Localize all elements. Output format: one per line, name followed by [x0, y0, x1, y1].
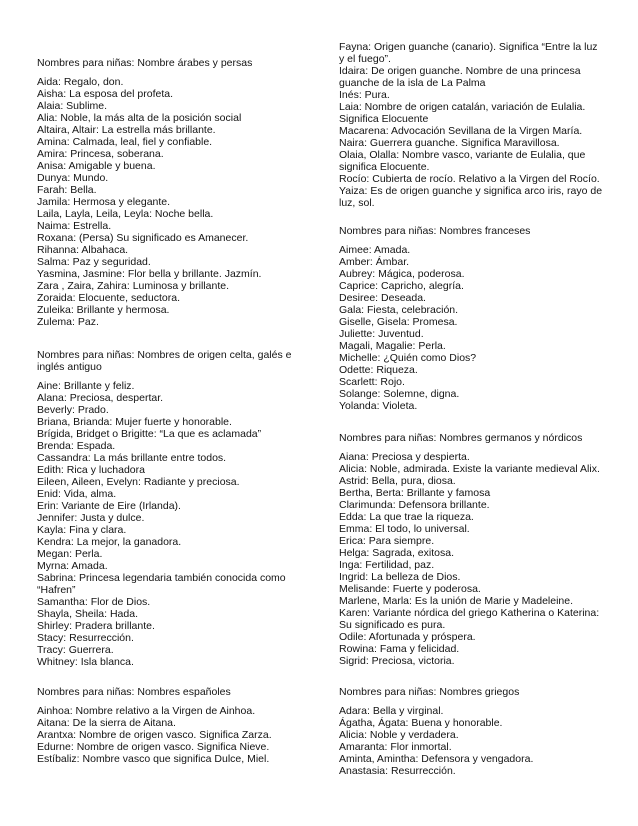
name-entry: Aitana: De la sierra de Aitana. [37, 717, 176, 729]
name-entry-line: luz, sol. [339, 197, 375, 209]
name-entry: Adara: Bella y virginal. [339, 705, 444, 717]
name-entry: Clarimunda: Defensora brillante. [339, 499, 490, 511]
name-entry: Rocío: Cubierta de rocío. Relativo a la Virgen del Rocío. [339, 173, 600, 185]
name-entry: Laila, Layla, Leila, Leyla: Noche bella. [37, 208, 214, 220]
name-entry: Naira: Guerrera guanche. Significa Maravillosa. [339, 137, 560, 149]
section-heading: Nombres para niñas: Nombres franceses [339, 225, 531, 237]
name-entry: Shirley: Pradera brillante. [37, 620, 155, 632]
name-entry-line: guanche de la isla de La Palma [339, 77, 486, 89]
name-entry-line: Fayna: Origen guanche (canario). Significa “Entre la luz [339, 41, 598, 53]
name-entry: Ágatha, Ágata: Buena y honorable. [339, 717, 503, 729]
name-entry: Aisha: La esposa del profeta. [37, 88, 174, 100]
name-entry: Juliette: Juventud. [339, 328, 424, 340]
name-entry: Erin: Variante de Eire (Irlanda). [37, 500, 181, 512]
name-entry: Rihanna: Albahaca. [37, 244, 129, 256]
name-entry: Alicia: Noble, admirada. Existe la variante medieval Alix. [339, 463, 600, 475]
name-entry-line: Su significado es pura. [339, 619, 446, 631]
name-entry-line: Sabrina: Princesa legendaria también conocida como [37, 572, 286, 584]
name-entry-line: significa Elocuente. [339, 161, 430, 173]
name-entry: Eileen, Aileen, Evelyn: Radiante y preciosa. [37, 476, 240, 488]
name-entry: Arantxa: Nombre de origen vasco. Significa Zarza. [37, 729, 272, 741]
name-entry: Jamila: Hermosa y elegante. [37, 196, 171, 208]
name-entry: Aiana: Preciosa y despierta. [339, 451, 470, 463]
name-entry: Alicia: Noble y verdadera. [339, 729, 459, 741]
name-entry-line: Yaiza: Es de origen guanche y significa arco iris, rayo de [339, 185, 603, 197]
name-entry: Salma: Paz y seguridad. [37, 256, 151, 268]
section-espanoles [37, 686, 272, 765]
name-entry: Astrid: Bella, pura, diosa. [339, 475, 456, 487]
name-entry: Whitney: Isla blanca. [37, 656, 134, 668]
name-entry: Yolanda: Violeta. [339, 400, 418, 412]
name-entry: Desiree: Deseada. [339, 292, 426, 304]
name-entry: Inga: Fertilidad, paz. [339, 559, 435, 571]
name-entry: Aimee: Amada. [339, 244, 411, 256]
section-heading: Nombres para niñas: Nombres griegos [339, 686, 520, 698]
name-entry: Solange: Solemne, digna. [339, 388, 460, 400]
name-entry: Roxana: (Persa) Su significado es Amanecer. [37, 232, 249, 244]
name-entry: Yasmina, Jasmine: Flor bella y brillante. Jazmín. [37, 268, 262, 280]
name-entry: Scarlett: Rojo. [339, 376, 405, 388]
name-entry: Helga: Sagrada, exitosa. [339, 547, 454, 559]
name-list [37, 380, 291, 668]
name-entry [339, 41, 602, 65]
name-entry: Edith: Rica y luchadora [37, 464, 145, 476]
name-entry: Ainhoa: Nombre relativo a la Virgen de Ainhoa. [37, 705, 256, 717]
section-espanoles-continued [339, 41, 602, 209]
name-entry: Marlene, Marla: Es la unión de Marie y Madeleine. [339, 595, 574, 607]
name-entry: Alaia: Sublime. [37, 100, 108, 112]
name-entry: Odile: Afortunada y próspera. [339, 631, 476, 643]
name-entry: Zuleika: Brillante y hermosa. [37, 304, 170, 316]
name-entry: Amina: Calmada, leal, fiel y confiable. [37, 136, 213, 148]
name-entry: Kendra: La mejor, la ganadora. [37, 536, 182, 548]
name-entry: Zulema: Paz. [37, 316, 99, 328]
name-entry: Ingrid: La belleza de Dios. [339, 571, 461, 583]
name-entry: Brígida, Bridget o Brigitte: “La que es aclamada” [37, 428, 262, 440]
section-heading-line: Nombres para niñas: Nombres de origen celta, galés e [37, 349, 292, 361]
name-entry [339, 607, 600, 631]
name-entry: Zoraida: Elocuente, seductora. [37, 292, 181, 304]
section-celta-gales-ingles [37, 349, 291, 668]
name-entry: Kayla: Fina y clara. [37, 524, 127, 536]
name-entry: Inés: Pura. [339, 89, 390, 101]
section-heading: Nombres para niñas: Nombres españoles [37, 686, 231, 698]
name-entry: Bertha, Berta: Brillante y famosa [339, 487, 491, 499]
name-entry [339, 185, 602, 209]
name-entry-line: y el fuego”. [339, 53, 391, 65]
name-entry: Rowina: Fama y felicidad. [339, 643, 460, 655]
name-entry: Magali, Magalie: Perla. [339, 340, 446, 352]
name-entry: Aminta, Amintha: Defensora y vengadora. [339, 753, 534, 765]
name-entry-line: Significa Elocuente [339, 113, 429, 125]
name-entry-line: Olaia, Olalla: Nombre vasco, variante de Eulalia, que [339, 149, 586, 161]
name-entry [339, 101, 602, 125]
name-list [339, 41, 602, 209]
name-entry: Aine: Brillante y feliz. [37, 380, 135, 392]
section-germanos-nordicos [339, 432, 600, 667]
name-entry: Emma: El todo, lo universal. [339, 523, 470, 535]
name-entry [339, 65, 602, 89]
name-entry: Farah: Bella. [37, 184, 97, 196]
name-entry: Stacy: Resurrección. [37, 632, 134, 644]
name-entry: Dunya: Mundo. [37, 172, 109, 184]
name-list [339, 451, 600, 667]
name-entry: Macarena: Advocación Sevillana de la Virgen María. [339, 125, 583, 137]
name-entry: Caprice: Capricho, alegría. [339, 280, 464, 292]
name-entry: Erica: Para siempre. [339, 535, 435, 547]
name-entry-line: Laia: Nombre de origen catalán, variación de Eulalia. [339, 101, 586, 113]
name-entry: Gala: Fiesta, celebración. [339, 304, 459, 316]
name-entry: Aubrey: Mágica, poderosa. [339, 268, 465, 280]
name-entry: Megan: Perla. [37, 548, 103, 560]
name-entry: Anisa: Amigable y buena. [37, 160, 156, 172]
name-entry: Melisande: Fuerte y poderosa. [339, 583, 481, 595]
section-heading: Nombres para niñas: Nombre árabes y persas [37, 57, 253, 69]
section-arabes-persas [37, 57, 261, 328]
name-entry: Sigrid: Preciosa, victoria. [339, 655, 455, 667]
section-heading: Nombres para niñas: Nombres germanos y nórdicos [339, 432, 583, 444]
name-list [37, 705, 272, 765]
name-entry: Amira: Princesa, soberana. [37, 148, 164, 160]
name-entry: Edda: La que trae la riqueza. [339, 511, 474, 523]
section-franceses [339, 225, 530, 412]
name-entry: Aida: Regalo, don. [37, 76, 124, 88]
name-entry: Jennifer: Justa y dulce. [37, 512, 145, 524]
name-entry-line: Idaira: De origen guanche. Nombre de una princesa [339, 65, 581, 77]
name-list [37, 76, 261, 328]
name-entry: Beverly: Prado. [37, 404, 109, 416]
name-entry [339, 149, 602, 173]
name-entry: Brenda: Espada. [37, 440, 116, 452]
name-entry: Naima: Estrella. [37, 220, 112, 232]
name-entry: Amber: Ámbar. [339, 256, 410, 268]
name-entry: Altaira, Altair: La estrella más brillante. [37, 124, 216, 136]
name-entry: Estíbaliz: Nombre vasco que significa Dulce, Miel. [37, 753, 270, 765]
section-heading [37, 349, 291, 373]
name-entry: Cassandra: La más brillante entre todos. [37, 452, 227, 464]
name-entry: Samantha: Flor de Dios. [37, 596, 151, 608]
name-entry: Edurne: Nombre de origen vasco. Significa Nieve. [37, 741, 270, 753]
name-entry-line: Karen: Variante nórdica del griego Katherina o Katerina: [339, 607, 600, 619]
name-list [339, 244, 530, 412]
name-entry: Briana, Brianda: Mujer fuerte y honorable. [37, 416, 232, 428]
name-entry: Tracy: Guerrera. [37, 644, 114, 656]
name-entry: Zara , Zaira, Zahira: Luminosa y brillante. [37, 280, 229, 292]
name-entry: Anastasia: Resurrección. [339, 765, 456, 777]
right-column [339, 0, 631, 800]
name-entry: Odette: Riqueza. [339, 364, 418, 376]
left-column [37, 0, 327, 800]
name-entry-line: “Hafren” [37, 584, 76, 596]
name-entry: Michelle: ¿Quién como Dios? [339, 352, 477, 364]
section-griegos [339, 686, 533, 777]
name-entry: Amaranta: Flor inmortal. [339, 741, 452, 753]
name-entry: Myrna: Amada. [37, 560, 108, 572]
name-entry: Enid: Vida, alma. [37, 488, 117, 500]
section-heading-line: inglés antiguo [37, 361, 102, 373]
name-entry [37, 572, 291, 596]
name-entry: Giselle, Gisela: Promesa. [339, 316, 458, 328]
name-entry: Shayla, Sheila: Hada. [37, 608, 138, 620]
name-entry: Alia: Noble, la más alta de la posición social [37, 112, 242, 124]
name-list [339, 705, 533, 777]
name-entry: Alana: Preciosa, despertar. [37, 392, 164, 404]
